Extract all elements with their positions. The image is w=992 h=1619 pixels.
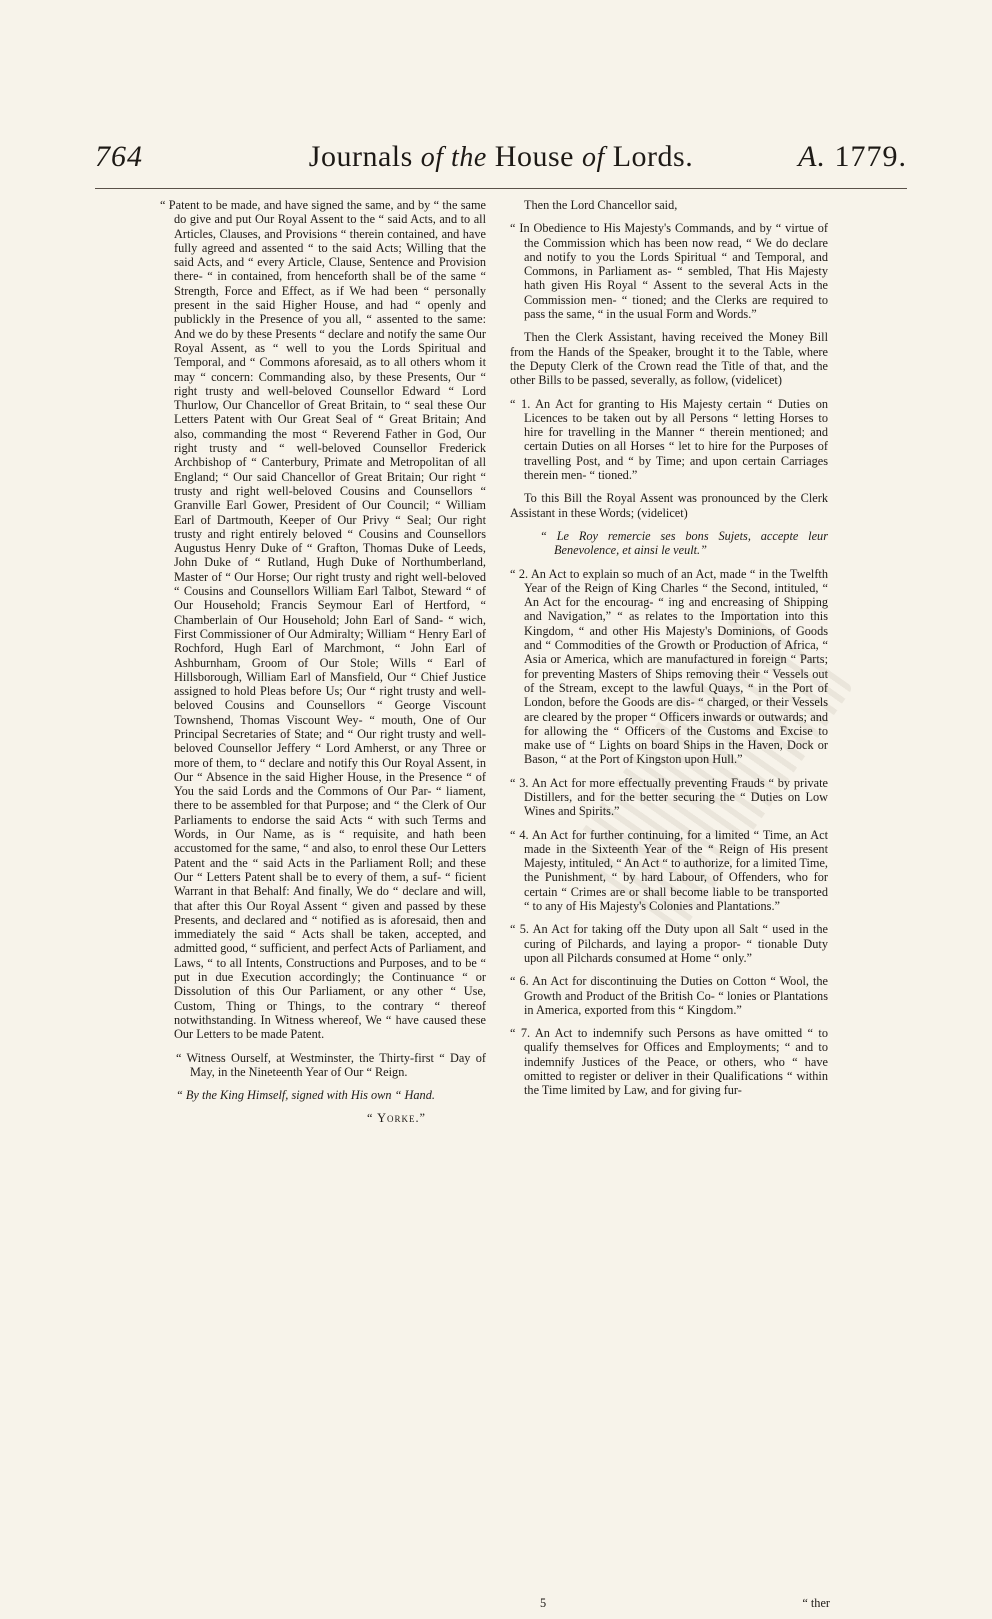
clerk-paragraph: Then the Clerk Assistant, having received the Money Bill from the Hands of the Speaker, brought it to the Table, where the Deputy Clerk of the Crown read the Title of that, and the other Bills to be passed, severally, as follow, (videlicet) [510,330,828,388]
royal-assent-paragraph: To this Bill the Royal Assent was pronounced by the Clerk Assistant in these Words; (videlicet) [510,491,828,520]
page-number: 764 [95,140,143,173]
year-label [798,140,907,174]
act-4: “ 4. An Act for further continuing, for a limited “ Time, an Act made in the Sixteenth Year of the “ Reign of His present Majesty, intituled, “ An Act “ to authorize, for a limited Time, the Punishment, “ by hard Labour, of Offenders, who for certain “ Crimes are or shall become liable to be transported “ to any of His Majesty's Colonies and Plantations.” [510,827,828,914]
act-5: “ 5. An Act for taking off the Duty upon all Salt “ used in the curing of Pilchards, and laying a propor- “ tionable Duty upon all Pilchards consumed at Home “ only.” [510,922,828,965]
running-title-part: of [581,142,605,173]
act-6: “ 6. An Act for discontinuing the Duties on Cotton “ Wool, the Growth and Product of the British Co- “ lonies or Plantations in America, exported from this “ Kingdom.” [510,974,828,1017]
letters-patent-text: “ Patent to be made, and have signed the same, and by “ the same do give and put Our Royal Assent to the “ said Acts, and to all Articles, Clauses, and Provisions “ therein contained, and have fully agreed and assented “ to the said Acts; Willing that the said Acts, and “ every Article, Clause, Sentence and Provision there- “ in contained, from henceforth shall be of the same “ Strength, Force and Effect, as if We had been “ personally present in the said Higher House, and had “ openly and publickly in the Presence of you all, “ assented to the same: And we do by these Presents “ declare and notify the same Our Royal Assent, as “ well to you the Lords Spiritual and Temporal, and “ Commons aforesaid, as to all others whom it may “ concern: Commanding also, by these Presents, Our “ right trusty and well-beloved Counsellor Edward “ Lord Thurlow, Our Chancellor of Great Britain, to “ seal these Our Letters Patent with Our Great Seal of “ Great Britain; And also, commanding the most “ Reverend Father in God, Our right trusty and “ well-beloved Counsellor Frederick Archbishop of “ Canterbury, Primate and Metropolitan of all England; “ Our said Chancellor of Great Britain; Our right “ trusty and right well-beloved Cousins and Counsellors “ Granville Earl Gower, President of Our Council; “ William Earl of Dartmouth, Keeper of Our Privy “ Seal; Our right trusty and right entirely beloved “ Cousins and Counsellors Augustus Henry Duke of “ Grafton, Thomas Duke of Leeds, John Duke of “ Rutland, Hugh Duke of Northumberland, Master of “ Our Horse; Our right trusty and right well-beloved “ Cousins and Counsellors William Earl Talbot, Steward “ of Our Household; Francis Seymour Earl of Hertford, “ Chamberlain of Our Household; John Earl of Sand- “ wich, First Commissioner of Our Admiralty; William “ Henry Earl of Rochford, Hugh Earl of Marchmont, “ John Earl of Ashburnham, Groom of Our Stole; Wills “ Earl of Hillsborough, William Earl of Mansfield, Our “ Chief Justice assigned to hold Pleas before Us; Our “ right trusty and well-beloved Cousins and Counsellors “ George Viscount Townshend, Thomas Viscount Wey- “ mouth, One of Our Principal Secretaries of State; and “ Our right trusty and well-beloved Counsellor Jeffery “ Lord Amherst, or any Three or more of them, to “ declare and notify this Our Royal Assent, in Our “ Absence in the said Higher House, in the Presence “ of You the said Lords and the Commons of Our Par- “ liament, there to be assembled for that Purpose; and “ the Clerk of Our Parliaments to endorse the said Acts “ with such Terms and Words, in Our Name, as is “ requisite, and hath been accustomed for the same, “ and also, to enrol these Our Letters Patent and the “ said Acts in the Parliament Roll; and these Our “ Letters Patent shall be to every of them, a suf- “ ficient Warrant in that Behalf: And finally, We do “ declare and will, that after this Our Royal Assent “ given and passed by these Presents, and declared and “ notified as is aforesaid, then and immediately the said “ Acts shall be taken, accepted, and admitted good, “ sufficient, and perfect Acts of Parliament, and Laws, “ to all Intents, Constructions and Purposes, and to be “ put in due Execution accordingly; the Continuance “ or Dissolution of this Our Parliament, or any other “ Use, Custom, Thing or Things, to the contrary “ thereof notwithstanding. In Witness whereof, We “ have caused these Our Letters to be made Patent. [160,198,486,1042]
witness-clause: “ Witness Ourself, at Westminster, the Thirty-first “ Day of May, in the Nineteenth Year of Our “ Reign. [176,1050,486,1079]
running-title-part: Journals [308,140,421,173]
act-2: “ 2. An Act to explain so much of an Act, made “ in the Twelfth Year of the Reign of King Charles “ the Second, intituled, “ An Act for the encourag- “ ing and encreasing of Shipping and Navigation,” “ as relates to the Importation into this Kingdom, “ and other His Majesty's Dominions, of Goods and “ Commodities of the Growth or Production of Africa, “ Asia or America, which are manufactured in foreign “ Parts; for preventing Masters of Ships removing their “ Vessels out of the Stream, except to the lawful Quays, “ in the Port of London, before the Goods are dis- “ charged, or their Vessels are cleared by the proper “ Officers inwards or outwards; and for allowing the “ Officers of the Customs and Excise to make use of “ Lights on board Ships in the Haven, Dock or Bason, “ at the Port of Kingston upon Hull.” [510,566,828,767]
by-the-king-clause: “ By the King Himself, signed with His own “ Hand. [176,1088,435,1103]
royal-assent-formula: “ Le Roy remercie ses bons Sujets, accepte leur Benevolence, et ainsi le veult.” [540,528,828,558]
act-3: “ 3. An Act for more effectually preventing Frauds “ by private Distillers, and for the better securing the “ Duties on Low Wines and Spirits.” [510,775,828,819]
signer-name: “ Yorke.” [367,1111,426,1126]
year-value: 1779. [826,140,907,173]
year-prefix: A. [798,140,826,173]
page-footer [540,1596,830,1612]
signature-mark: 5 [540,1596,547,1610]
act-7: “ 7. An Act to indemnify such Persons as have omitted “ to qualify themselves for Offices and Employments; “ and to indemnify Justices of the Peace, or others, who “ have omitted to register or deliver in their Qualifications “ within the Time limited by Law, and for giving fur- [510,1026,828,1098]
header-rule [95,188,907,189]
act-1: “ 1. An Act for granting to His Majesty certain “ Duties on Licences to be taken out by all Persons “ letting Horses to hire for travelling in the Manner “ therein mentioned; and certain Duties on all Horses “ let to hire for the Purposes of travelling Post, and “ by Time; and upon certain Carriages therein men- “ tioned.” [510,396,828,483]
running-title-part: House [486,140,582,173]
running-title-part: Lords. [604,140,694,173]
chancellor-speech: “ In Obedience to His Majesty's Commands, and by “ virtue of the Commission which has been now read, “ We do declare and notify to you the Lords Spiritual “ and Temporal, and Commons, in Parliament as- “ sembled, That His Majesty hath given His Royal “ Assent to the several Acts in the Commission men- “ tioned; and the Clerks are required to pass the same, “ in the usual Form and Words.” [510,221,828,322]
right-column [510,198,828,1107]
running-title-part: of the [420,142,487,173]
left-column [160,198,486,1135]
chancellor-intro: Then the Lord Chancellor said, [524,198,678,212]
catchword: “ ther [802,1596,830,1610]
running-header [95,140,907,190]
running-title [95,140,907,174]
